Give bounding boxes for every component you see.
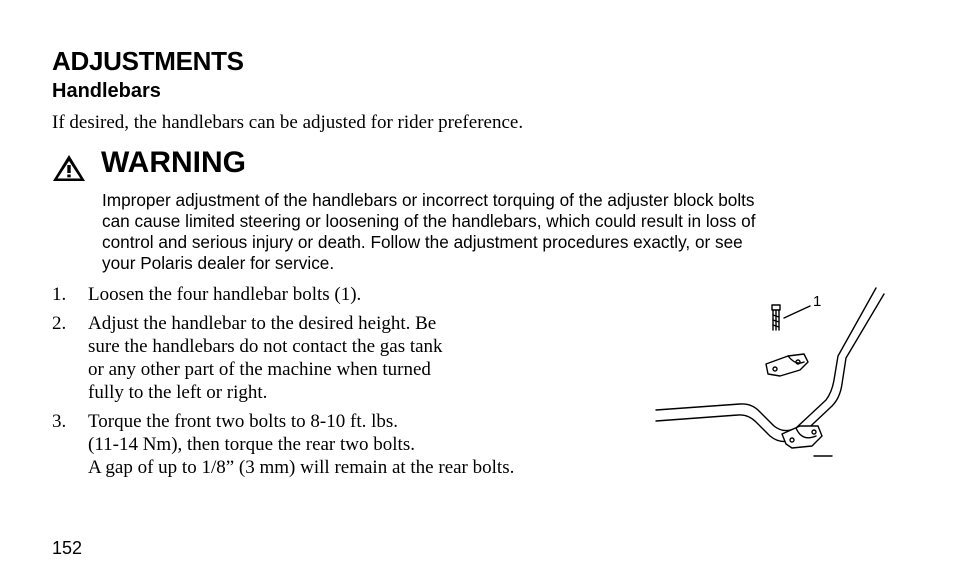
step-text: fully to the left or right. — [88, 382, 268, 403]
warning-line: your Polaris dealer for service. — [102, 253, 335, 273]
step-text: or any other part of the machine when turned — [88, 359, 431, 380]
warning-line: control and serious injury or death. Follow the adjustment procedures exactly, or see — [102, 232, 743, 252]
step-text: (11-14 Nm), then torque the rear two bolts. — [88, 434, 415, 455]
step-text: Loosen the four handlebar bolts (1). — [88, 284, 362, 305]
intro-text: If desired, the handlebars can be adjusted for rider preference. — [52, 112, 524, 133]
warning-line: can cause limited steering or loosening of the handlebars, which could result in loss of — [102, 211, 756, 231]
bolt-icon — [772, 305, 780, 330]
warning-title: WARNING — [101, 146, 246, 179]
step-number: 3. — [52, 411, 67, 432]
step-text: sure the handlebars do not contact the gas tank — [88, 336, 443, 357]
handlebar-tube-edge — [656, 288, 876, 431]
handlebar-diagram — [650, 282, 890, 462]
warning-body — [102, 190, 892, 274]
warning-line: Improper adjustment of the handlebars or incorrect torquing of the adjuster block bolts — [102, 190, 755, 210]
step-number: 1. — [52, 284, 67, 305]
upper-clamp-icon — [766, 354, 808, 376]
step-item — [52, 410, 514, 479]
step-item — [52, 312, 514, 404]
step-text: A gap of up to 1/8” (3 mm) will remain at the rear bolts. — [88, 457, 515, 478]
subsection-title: Handlebars — [52, 80, 161, 102]
steps-list — [52, 283, 514, 485]
step-text: Torque the front two bolts to 8-10 ft. lbs. — [88, 411, 399, 432]
warning-triangle-icon — [52, 154, 86, 182]
step-text: Adjust the handlebar to the desired height. Be — [88, 313, 437, 334]
lower-clamp-icon — [782, 426, 822, 448]
step-number: 2. — [52, 313, 67, 334]
callout-label: 1 — [813, 293, 822, 310]
step-item — [52, 283, 514, 306]
section-title: ADJUSTMENTS — [52, 46, 244, 76]
callout-leader — [784, 306, 810, 318]
page-number: 152 — [52, 538, 83, 558]
